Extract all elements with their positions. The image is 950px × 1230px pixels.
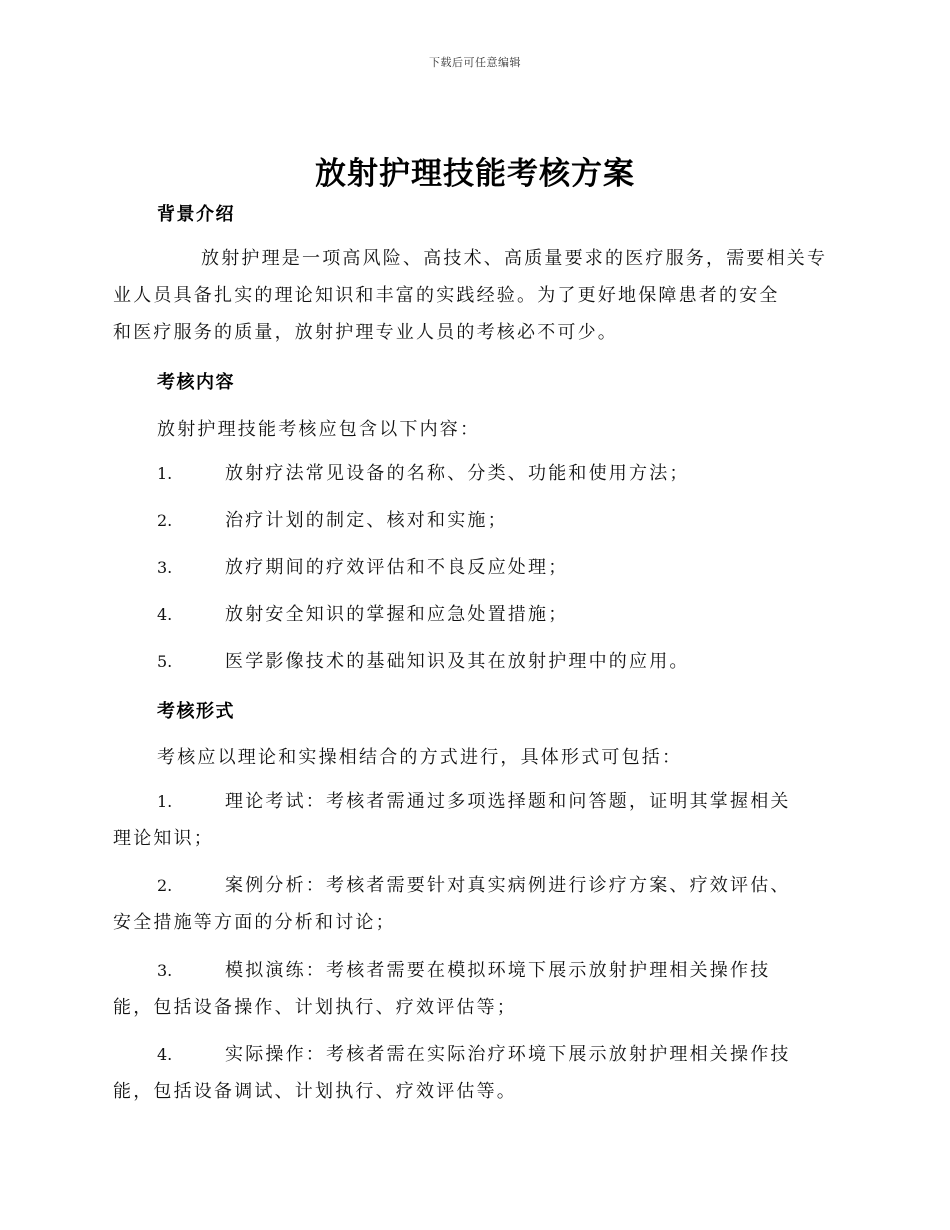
form-list-item	[113, 952, 835, 1026]
list-item-text-line2: 安全措施等方面的分析和讨论；	[113, 912, 396, 933]
form-list-item	[113, 783, 835, 857]
background-paragraph	[113, 240, 833, 351]
list-item-number: 3.	[157, 961, 173, 980]
list-item-number: 1.	[157, 792, 173, 811]
form-list-item	[113, 1036, 835, 1110]
list-item-number: 4.	[157, 605, 173, 624]
list-item-text: 放射疗法常见设备的名称、分类、功能和使用方法；	[225, 463, 690, 484]
list-item-text-line1: 实际操作：考核者需在实际治疗环境下展示放射护理相关操作技	[225, 1044, 791, 1065]
section-heading-form: 考核形式	[157, 701, 235, 722]
background-paragraph-line: 放射护理是一项高风险、高技术、高质量要求的医疗服务，需要相关专	[201, 248, 828, 269]
list-item-text-line1: 理论考试：考核者需通过多项选择题和问答题，证明其掌握相关	[225, 791, 791, 812]
content-list-item	[113, 596, 835, 633]
list-item-number: 2.	[157, 511, 173, 530]
background-paragraph-line: 和医疗服务的质量，放射护理专业人员的考核必不可少。	[113, 322, 618, 343]
content-list-item	[113, 502, 835, 539]
content-list-item	[113, 549, 835, 586]
list-item-text-line1: 案例分析：考核者需要针对真实病例进行诊疗方案、疗效评估、	[225, 875, 791, 896]
content-list-item	[113, 455, 835, 492]
list-item-number: 1.	[157, 464, 173, 483]
form-list-item	[113, 867, 835, 941]
list-item-number: 3.	[157, 558, 173, 577]
background-paragraph-line: 业人员具备扎实的理论知识和丰富的实践经验。为了更好地保障患者的安全	[113, 285, 780, 306]
section-heading-content: 考核内容	[157, 372, 235, 393]
section-heading-background: 背景介绍	[157, 204, 235, 225]
list-item-text-line2: 理论知识；	[113, 828, 214, 849]
list-item-text-line2: 能，包括设备调试、计划执行、疗效评估等。	[113, 1081, 517, 1102]
list-item-text-line1: 模拟演练：考核者需要在模拟环境下展示放射护理相关操作技	[225, 960, 771, 981]
form-lead-text: 考核应以理论和实操相结合的方式进行，具体形式可包括：	[157, 747, 683, 768]
list-item-text: 放疗期间的疗效评估和不良反应处理；	[225, 557, 569, 578]
list-item-text-line2: 能，包括设备操作、计划执行、疗效评估等；	[113, 997, 517, 1018]
list-item-number: 2.	[157, 876, 173, 895]
list-item-number: 4.	[157, 1045, 173, 1064]
document-title: 放射护理技能考核方案	[315, 156, 635, 192]
page-header-note: 下载后可任意编辑	[429, 56, 521, 69]
content-list-item	[113, 643, 835, 680]
content-lead-text: 放射护理技能考核应包含以下内容：	[157, 419, 481, 440]
list-item-text: 医学影像技术的基础知识及其在放射护理中的应用。	[225, 651, 690, 672]
list-item-text: 治疗计划的制定、核对和实施；	[225, 510, 508, 531]
list-item-text: 放射安全知识的掌握和应急处置措施；	[225, 604, 569, 625]
list-item-number: 5.	[157, 652, 173, 671]
